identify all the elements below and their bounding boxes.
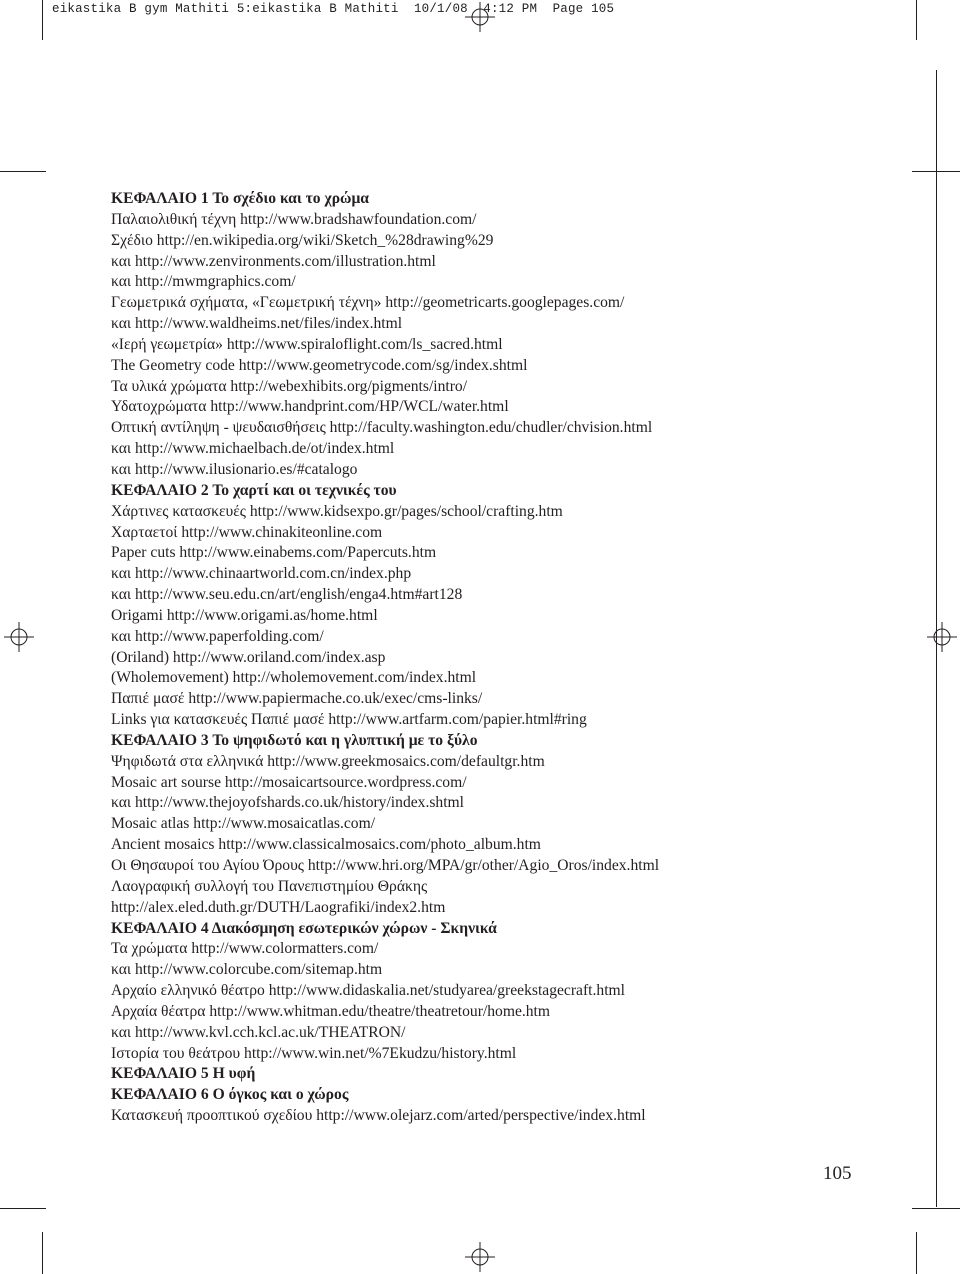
link-line: Paper cuts http://www.einabems.com/Papercuts.htm	[111, 544, 437, 562]
link-line: Οπτική αντίληψη - ψευδαισθήσεις http://faculty.washington.edu/chudler/chvision.html	[111, 419, 653, 437]
trim-line-bottom-left	[0, 1208, 46, 1209]
link-line: και http://www.colorcube.com/sitemap.htm	[111, 961, 383, 979]
link-line: Αρχαία θέατρα http://www.whitman.edu/theatre/theatretour/home.htm	[111, 1002, 551, 1020]
link-line: Mosaic atlas http://www.mosaicatlas.com/	[111, 815, 376, 833]
link-line: Τα υλικά χρώματα http://webexhibits.org/pigments/intro/	[111, 377, 468, 395]
link-line: και http://www.kvl.cch.kcl.ac.uk/THEATRON/	[111, 1023, 406, 1041]
link-line: Υδατοχρώματα http://www.handprint.com/HP/WCL/water.html	[111, 398, 509, 416]
registration-mark-left-icon	[4, 622, 34, 652]
link-line: και http://mwmgraphics.com/	[111, 273, 296, 291]
link-line: Ιστορία του θεάτρου http://www.win.net/%7Ekudzu/history.html	[111, 1044, 517, 1062]
link-line: Σχέδιο http://en.wikipedia.org/wiki/Sketch_%28drawing%29	[111, 231, 494, 249]
link-line: και http://www.waldheims.net/files/index.html	[111, 315, 403, 333]
link-line: Γεωμετρικά σχήματα, «Γεωμετρική τέχνη» http://geometricarts.googlepages.com/	[111, 294, 625, 312]
link-line: (Oriland) http://www.oriland.com/index.asp	[111, 648, 386, 666]
print-slug-header: eikastika B gym Mathiti 5:eikastika B Mathiti 10/1/08 4:12 PM Page 105	[52, 2, 615, 16]
link-line: The Geometry code http://www.geometrycode.com/sg/index.shtml	[111, 356, 528, 374]
link-line: Παλαιολιθική τέχνη http://www.bradshawfoundation.com/	[111, 210, 477, 228]
link-line: Κατασκευή προοπτικού σχεδίου http://www.olejarz.com/arted/perspective/index.html	[111, 1107, 646, 1125]
chapter-heading: ΚΕΦΑΛΑΙΟ 5 Η υφή	[111, 1065, 256, 1083]
chapter-heading: ΚΕΦΑΛΑΙΟ 4 Διακόσμηση εσωτερικών χώρων - Σκηνικά	[111, 919, 497, 937]
crop-mark-bottom-right-vertical	[916, 1232, 917, 1274]
link-line: Mosaic art sourse http://mosaicartsource.wordpress.com/	[111, 773, 467, 791]
link-line: και http://www.paperfolding.com/	[111, 627, 324, 645]
trim-line-top-left	[0, 171, 46, 172]
registration-mark-top-icon	[465, 2, 495, 32]
link-line: Παπιέ μασέ http://www.papiermache.co.uk/exec/cms-links/	[111, 690, 483, 708]
link-line: και http://www.michaelbach.de/ot/index.html	[111, 440, 395, 458]
link-line: Χαρταετοί http://www.chinakiteonline.com	[111, 523, 383, 541]
chapter-heading: ΚΕΦΑΛΑΙΟ 2 Το χαρτί και οι τεχνικές του	[111, 481, 397, 499]
crop-mark-bottom-left-vertical	[42, 1232, 43, 1274]
trim-line-bottom-right	[912, 1208, 960, 1209]
link-line: http://alex.eled.duth.gr/DUTH/Laografiki/index2.htm	[111, 898, 446, 916]
link-line: Λαογραφική συλλογή του Πανεπιστημίου Θράκης	[111, 877, 428, 895]
link-line: Οι Θησαυροί του Αγίου Όρους http://www.hri.org/MPA/gr/other/Agio_Oros/index.html	[111, 857, 660, 874]
link-line: (Wholemovement) http://wholemovement.com/index.html	[111, 669, 477, 687]
link-line: Origami http://www.origami.as/home.html	[111, 606, 378, 624]
link-line: Ψηφιδωτά στα ελληνικά http://www.greekmosaics.com/defaultgr.htm	[111, 752, 545, 770]
link-line: Links για κατασκευές Παπιέ μασέ http://www.artfarm.com/papier.html#ring	[111, 711, 587, 729]
link-line: «Ιερή γεωμετρία» http://www.spiraloflight.com/ls_sacred.html	[111, 335, 503, 353]
chapter-heading: ΚΕΦΑΛΑΙΟ 1 Το σχέδιο και το χρώμα	[111, 190, 369, 207]
link-line: και http://www.chinaartworld.com.cn/index.php	[111, 565, 412, 583]
registration-mark-bottom-icon	[465, 1242, 495, 1272]
link-line: Ancient mosaics http://www.classicalmosaics.com/photo_album.htm	[111, 836, 541, 854]
registration-mark-right-icon	[927, 622, 957, 652]
link-line: Αρχαίο ελληνικό θέατρο http://www.didaskalia.net/studyarea/greekstagecraft.html	[111, 982, 625, 1000]
link-line: και http://www.zenvironments.com/illustration.html	[111, 252, 436, 270]
chapter-heading: ΚΕΦΑΛΑΙΟ 3 Το ψηφιδωτό και η γλυπτική με το ξύλο	[111, 731, 478, 749]
link-line: και http://www.ilusionario.es/#catalogo	[111, 460, 358, 478]
link-line: και http://www.seu.edu.cn/art/english/enga4.htm#art128	[111, 586, 463, 604]
crop-mark-top-left-vertical	[42, 0, 43, 40]
crop-mark-top-right-vertical	[916, 0, 917, 40]
link-list-content	[111, 189, 931, 1127]
page-number: 105	[823, 1163, 852, 1184]
link-line: Χάρτινες κατασκευές http://www.kidsexpo.gr/pages/school/crafting.htm	[111, 502, 563, 520]
link-line: Τα χρώματα http://www.colormatters.com/	[111, 940, 379, 958]
chapter-heading: ΚΕΦΑΛΑΙΟ 6 Ο όγκος και ο χώρος	[111, 1086, 349, 1104]
link-line: και http://www.thejoyofshards.co.uk/history/index.shtml	[111, 794, 465, 812]
